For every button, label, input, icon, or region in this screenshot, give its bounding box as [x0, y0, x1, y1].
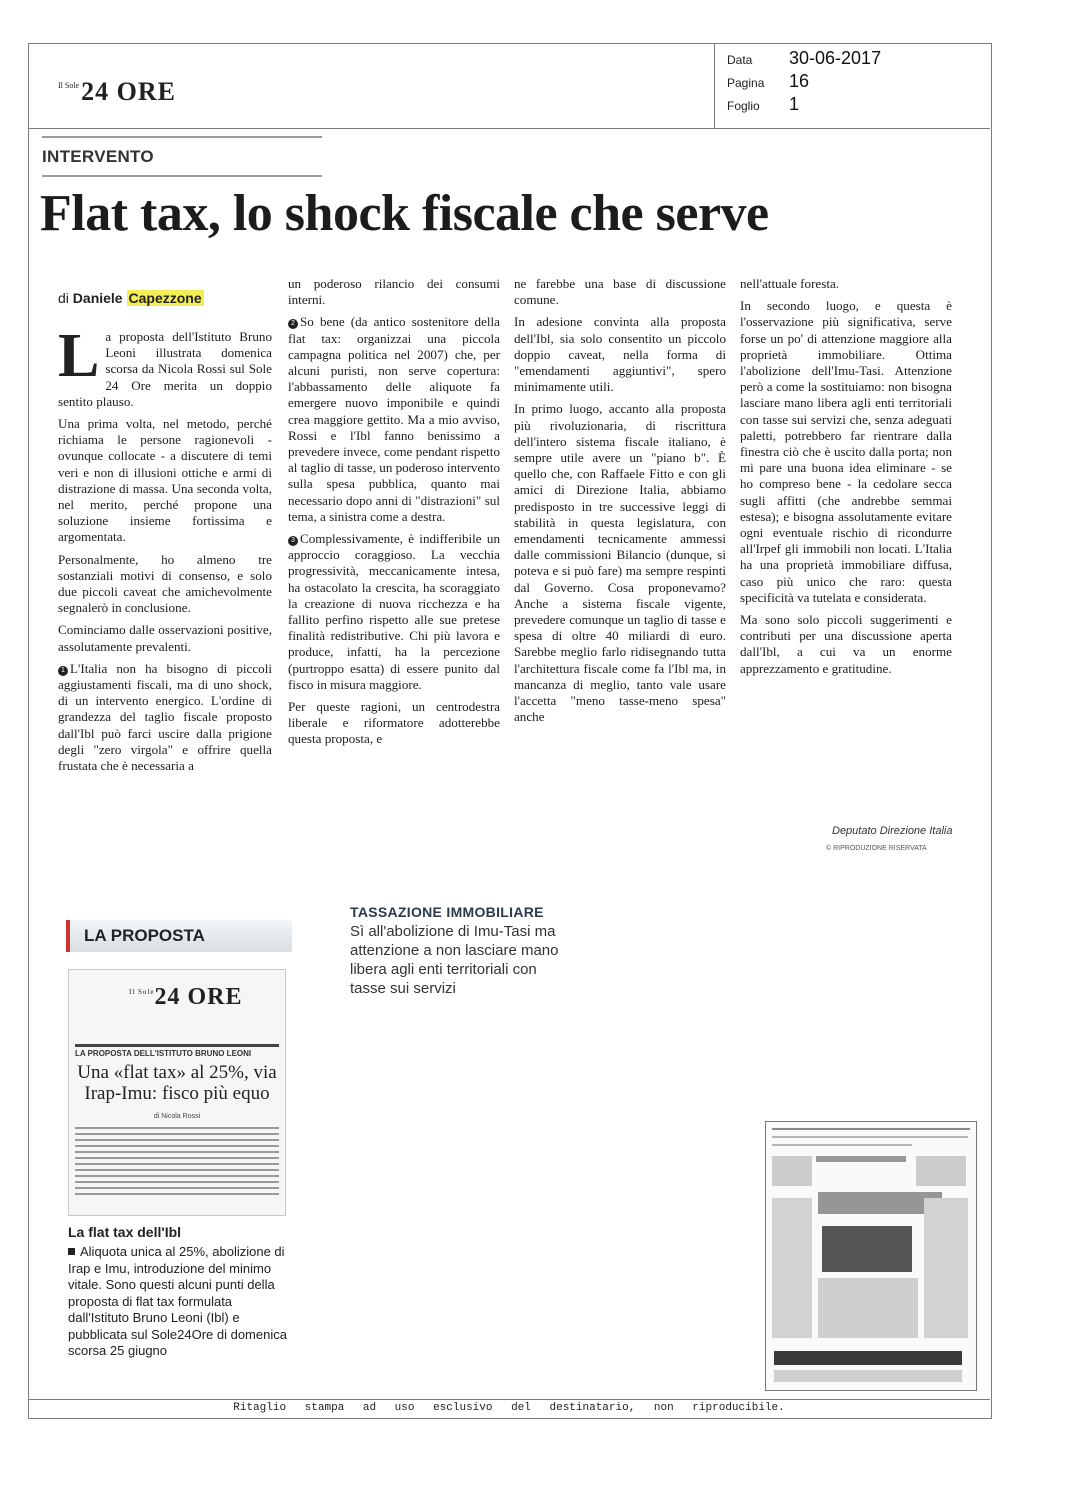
- paragraph: nell'attuale foresta.: [740, 276, 840, 291]
- inset-title: LA PROPOSTA: [84, 926, 205, 945]
- divider: [42, 175, 322, 177]
- clip-logo: $^{Il Sole}$24 ORE: [129, 984, 243, 1010]
- author-signature: Deputato Direzione Italia: [832, 825, 953, 837]
- clip-title: Una «flat tax» al 25%, via Irap-Imu: fisco più equo: [77, 1062, 277, 1104]
- footer: [28, 1399, 990, 1418]
- page-thumbnail: [765, 1121, 977, 1391]
- meta-key: Pagina: [727, 76, 765, 90]
- paragraph: un poderoso rilancio dei consumi interni.: [288, 276, 500, 308]
- paragraph: 1 L'Italia non ha bisogno di piccoli aggiustamenti fiscali, ma di uno shock, di un intervento energico. L'ordine di grandezza del taglio fiscale proposto dall'Ibl può farci uscire dalla prigione degli "zero virgola" e offrire quella frustata che è necessaria a: [58, 660, 272, 774]
- inset-subhead: La flat tax dell'Ibl: [68, 1224, 182, 1240]
- dropcap: L: [58, 322, 100, 390]
- byline: [58, 290, 204, 306]
- inset-box: [58, 912, 291, 1372]
- paragraph: Ma sono solo piccoli suggerimenti e contributi per una discussione aperta dall'Ibl, a cui va un enorme apprezzamento e gratitudine.: [740, 612, 952, 676]
- point-3-marker: 3: [288, 536, 298, 546]
- divider: [42, 136, 322, 138]
- footer-disclaimer: Ritaglio stampa ad uso esclusivo del destinatario, non riproducibile.: [233, 1402, 785, 1414]
- copyright-note: © RIPRODUZIONE RISERVATA: [826, 845, 927, 852]
- clip-body-lines: [75, 1127, 279, 1207]
- paragraph: 2 So bene (da antico sostenitore della flat tax: organizzai una piccola campagna politica nel 2007) che, per alcuni puristi, non serve copertura: l'abbassamento delle aliquote fa emergere nuovo imponibile e quindi crea maggiore gettito. Ma a mio avviso, Rossi e l'Ibl fanno benissimo a prevedere invece, come pendant rispetto al taglio di tasse, un poderoso intervento sulla spesa pubblica, quanto mai necessario dopo anni di "distrazioni" sul tema, a sinistra come a destra.: [288, 314, 500, 524]
- author-first-name: Daniele: [72, 290, 123, 306]
- section-tag: INTERVENTO: [42, 147, 154, 166]
- article-headline: Flat tax, lo shock fiscale che serve: [40, 185, 769, 242]
- clip-author: di Nicola Rossi: [153, 1113, 201, 1120]
- byline-prefix: di: [58, 290, 69, 306]
- paragraph: ne farebbe una base di discussione comune.: [514, 276, 726, 308]
- sidebar-title: TASSAZIONE IMMOBILIARE: [350, 904, 544, 920]
- paragraph: In primo luogo, accanto alla proposta più rivoluzionaria, di riscrittura dell'intero sistema fiscale italiano, è sempre utile avere un "piano b". È quello che, con Raffaele Fitto e con gli amici di Direzione Italia, abbiamo predisposto in tre successive leggi di stabilità in questa legislatura, con emendamenti tecnicamente ammessi dalle commissioni Bilancio (dunque, si poteva e si può fare) ma sempre respinti dal Governo. Cosa proponevamo? Anche a sistema fiscale vigente, prevedere comunque un taglio di tasse e spesa di oltre 40 miliardi di euro. Sarebbe meglio farlo ridisegnando tutta l'architettura fiscale come fa l'Ibl ma, in mancanza di meglio, tanto vale usare l'accetta "meno tasse-meno spesa" anche: [514, 401, 726, 725]
- clip-kicker: LA PROPOSTA DELL'ISTITUTO BRUNO LEONI: [75, 1044, 279, 1058]
- article-column-1: [58, 322, 272, 780]
- article-column-4: [740, 276, 952, 683]
- meta-key: Data: [727, 53, 753, 67]
- point-2-marker: 2: [288, 319, 298, 329]
- inset-text: Aliquota unica al 25%, abolizione di Irap e Imu, introduzione del minimo vitale. Sono questi alcuni punti della proposta di flat tax formulata dall'Istituto Bruno Leoni (Ibl) e pubblicata sul Sole24Ore di domenica scorsa 25 giugno: [68, 1244, 287, 1358]
- paragraph: In secondo luogo, e questa è l'osservazione più significativa, serve forse un po' di attenzione maggiore alla proprietà immobiliare. Ottima l'abolizione dell'Imu-Tasi. Attenzione però a come la sostituiamo: non bisogna lasciare mano libera agli enti territoriali con tasse sui servizi che, senza adeguati paletti, potrebbero far rientrare dalla finestra ciò che è uscito dalla porta; non mi pare una buona idea eliminare - se ho compreso bene - la cedolare secca sugli affitti (che andrebbe semmai estesa); e bisogna assolutamente evitare ogni eventuale rischio di ricondurre all'Irpef gli immobili non locati. L'Italia ha una proprietà immobiliare diffusa, caso più unico che raro: questa specificità va tutelata e considerata.: [740, 298, 952, 605]
- clipping-thumbnail: [68, 969, 286, 1216]
- paragraph: Personalmente, ho almeno tre sostanziali motivi di consenso, e solo due piccoli caveat che amichevolmente segnalerò in conclusione.: [58, 551, 272, 616]
- meta-key: Foglio: [727, 99, 760, 113]
- point-1-marker: 1: [58, 666, 68, 676]
- article-column-3: [514, 276, 726, 731]
- sidebar-caption: [350, 904, 570, 998]
- paragraph: Una prima volta, nel metodo, perché richiama le persone ragionevoli - ovunque collocate - a discutere di temi veri e non di illusioni ottiche e armi di distrazione di massa. Una seconda volta, nel merito, perché propone una soluzione insieme fortissima e argomentata.: [58, 416, 272, 545]
- metadata-box: [714, 43, 991, 128]
- article-column-2: [288, 276, 500, 754]
- thumbnail-photo: [822, 1226, 912, 1272]
- thumbnail-dark-band: [774, 1351, 962, 1365]
- meta-value: 30-06-2017: [789, 48, 882, 68]
- paragraph: In adesione convinta alla proposta dell'Ibl, sia solo consentito un piccolo doppio caveat, nella forma di "emendamenti aggiuntivi", spero minimamente utili.: [514, 314, 726, 395]
- sidebar-text: Sì all'abolizione di Imu-Tasi ma attenzione a non lasciare mano libera agli enti territoriali con tasse sui servizi: [350, 923, 559, 997]
- paragraph: Per queste ragioni, un centrodestra liberale e riformatore adotterebbe questa proposta, e: [288, 699, 500, 747]
- newspaper-logo: $^{Il Sole}$24 ORE: [58, 77, 176, 106]
- paragraph: Cominciamo dalle osservazioni positive, assolutamente prevalenti.: [58, 622, 272, 654]
- paragraph: La proposta dell'Istituto Bruno Leoni illustrata domenica scorsa da Nicola Rossi sul Sole 24 Ore merita un doppio sentito plauso.: [58, 322, 272, 409]
- paragraph: 3 Complessivamente, è indifferibile un approccio coraggioso. La vecchia progressività, meccanicamente intesa, ha ostacolato la crescita, ha scoraggiato la creazione di nuova ricchezza e ha fallito perfino rispetto alle sue pretese finalità redistributive. Chi più lavora e produce, infatti, ha la percezione (purtroppo esatta) di essere punito dal fisco in misura maggiore.: [288, 531, 500, 692]
- meta-value: 16: [789, 71, 810, 91]
- bullet-square: [68, 1248, 75, 1255]
- inset-header: [66, 920, 292, 952]
- author-last-name: Capezzone: [128, 290, 202, 306]
- meta-value: 1: [789, 94, 800, 114]
